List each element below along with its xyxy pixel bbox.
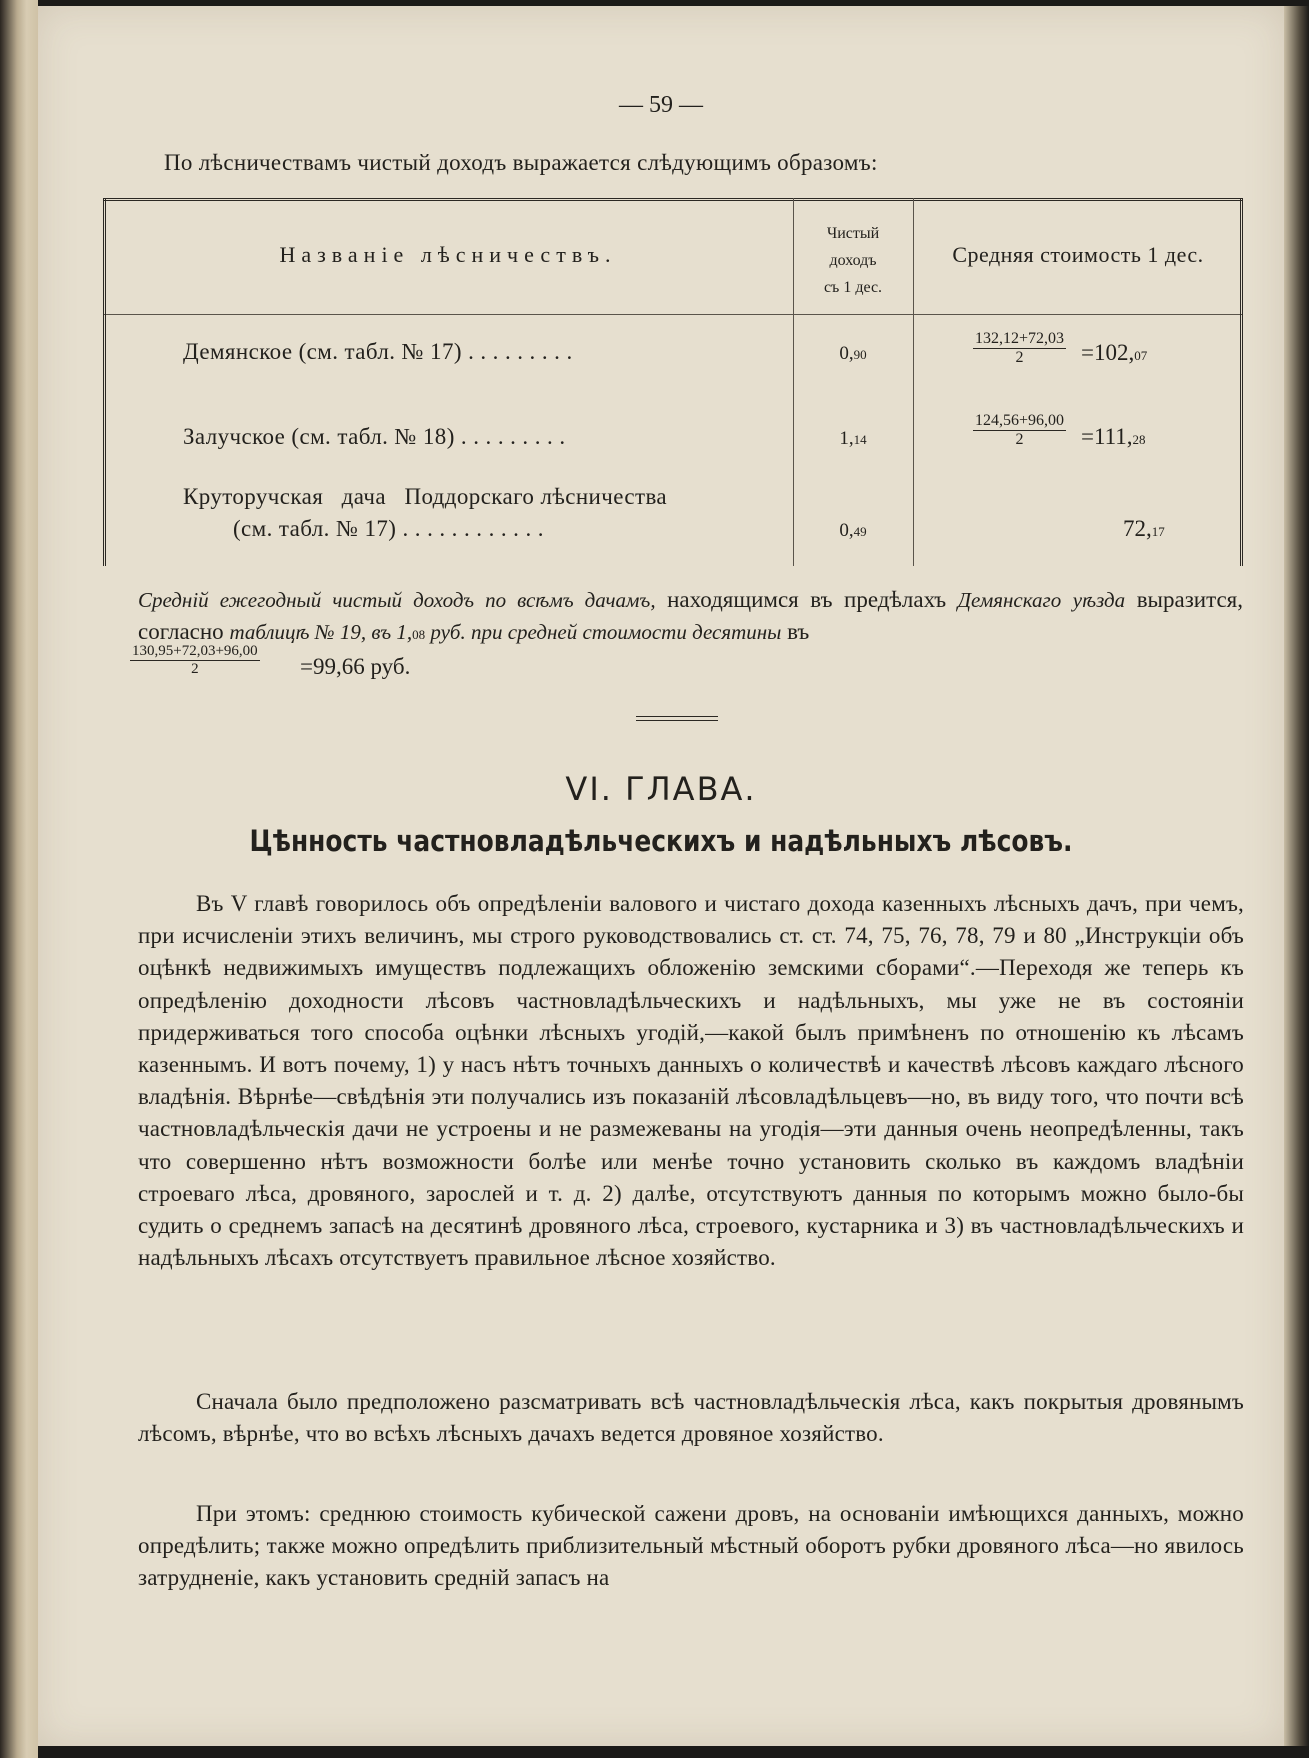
row-name-text: Залучское (см. табл. № 18) xyxy=(183,424,455,449)
income-frac: 49 xyxy=(853,524,867,539)
intro-line: По лѣсничествамъ чистый доходъ выражается слѣдующимъ образомъ: xyxy=(164,150,878,175)
forestry-table xyxy=(103,198,1243,566)
fraction-denominator: 2 xyxy=(1015,349,1024,366)
summary-text: въ xyxy=(781,619,810,644)
italic-text: уѣзда xyxy=(1072,588,1126,612)
income-frac: 90 xyxy=(853,347,867,362)
income-frac: 14 xyxy=(853,432,867,447)
chapter-subtitle: Цѣнность частновладѣльческихъ и надѣльныхъ лѣсовъ. xyxy=(249,824,1073,858)
summary-text: выразится, согласно xyxy=(138,587,1243,644)
cost-fraction xyxy=(973,330,1066,367)
cost-result xyxy=(1123,516,1165,542)
fraction-denominator: 2 xyxy=(191,661,199,677)
body-paragraph xyxy=(138,888,1244,1274)
table-header-rule xyxy=(103,314,1243,315)
result-frac: 28 xyxy=(1132,432,1146,447)
book-page xyxy=(38,6,1284,1746)
summary-paragraph xyxy=(138,584,1243,651)
fraction-numerator: 130,95+72,03+96,00 xyxy=(132,643,258,659)
row-income xyxy=(793,428,913,450)
income-int: 0, xyxy=(839,343,854,364)
italic-text: руб. при средней стоимости десятины xyxy=(425,620,782,644)
paragraph-text: При этомъ: среднюю стоимость кубической сажени дровъ, на основаніи имѣющихся данныхъ, можно опредѣлить; также можно опредѣлить приблизительный мѣстный оборотъ рубки дровяного лѣса—но явилось затрудненіе, какъ установить средній запасъ на xyxy=(138,1501,1244,1591)
section-separator xyxy=(636,716,718,724)
header-income-line: съ 1 дес. xyxy=(823,279,883,296)
result-int: 72, xyxy=(1123,516,1152,541)
row-income xyxy=(793,520,913,542)
leader-dots: . . . . . . . . . xyxy=(460,424,566,449)
income-int: 1, xyxy=(839,428,854,449)
header-income-line: Чистый xyxy=(826,225,880,242)
paragraph-text: Въ V главѣ говорилось объ опредѣленіи валового и чистаго дохода казенныхъ лѣсныхъ дачъ, при чемъ, при исчисленіи этихъ величинъ, мы строго руководствовались ст. ст. 74, 75, 76, 78, 79 и 80 „Инструкціи объ оцѣнкѣ недвижимыхъ имуществъ подлежащихъ обложенію земскими сборами“.—Переходя же теперь къ опредѣленію доходности лѣсовъ частновладѣльческихъ и надѣльныхъ, мы уже не въ состояніи придерживаться того способа оцѣнки лѣсныхъ угодій,—какой былъ примѣненъ по отношенію къ лѣсамъ казеннымъ. И вотъ почему, 1) у насъ нѣтъ точныхъ данныхъ о количествѣ и качествѣ лѣсовъ каждаго лѣсного владѣнія. Вѣрнѣе—свѣдѣнія эти получались изъ показаній лѣсовладѣльцевъ—но, въ виду того, что почти всѣ частновладѣльческія дачи не устроены и не размежеваны на угодія—эти данныя очень неопредѣленны, такъ что совершенно нѣтъ возможности болѣе или менѣе точно установить сколько въ каждомъ владѣніи строеваго лѣса, дровяного, зарослей и т. д. 2) далѣе, отсутствуютъ данныя по которымъ можно было-бы судить о среднемъ запасѣ на десятинѣ дровяного лѣса, строевого, кустарника и 3) въ частновладѣльческихъ и надѣльныхъ лѣсахъ отсутствуетъ правильное лѣсное хозяйство. xyxy=(138,891,1244,1271)
book-spine xyxy=(0,0,38,1758)
leader-dots: . . . . . . . . . . . . xyxy=(402,516,544,541)
page-number: — 59 — xyxy=(619,92,703,118)
table-top-rule xyxy=(103,198,1243,201)
italic-text: Средній ежегодный чистый доходъ по всѣмъ дачамъ, xyxy=(138,588,656,612)
italic-text: таблицѣ № 19, въ 1, xyxy=(229,620,413,644)
table-row-name: Круторучская дача Поддорскаго лѣсничества xyxy=(183,484,668,509)
paragraph-text: Сначала было предположено разсматривать всѣ частновладѣльческія лѣса, какъ покрытыя дровянымъ лѣсомъ, вѣрнѣе, что во всѣхъ лѣсныхъ дачахъ ведется дровяное хозяйство. xyxy=(138,1389,1244,1447)
fraction-numerator: 132,12+72,03 xyxy=(975,330,1065,347)
body-paragraph xyxy=(138,1498,1244,1595)
header-average-cost: Средняя стоимость 1 дес. xyxy=(952,242,1204,267)
row-name-text: Демянское (см. табл. № 17) xyxy=(183,339,462,364)
page-edge xyxy=(1284,6,1309,1746)
header-net-income xyxy=(793,220,913,301)
result-int: =111, xyxy=(1081,424,1133,449)
cost-result xyxy=(1081,340,1147,366)
fraction-numerator: 124,56+96,00 xyxy=(975,412,1065,429)
chapter-title: VI. ГЛАВА. xyxy=(565,770,757,808)
result-frac: 07 xyxy=(1134,348,1148,363)
summary-text: находящимся въ предѣлахъ xyxy=(655,587,958,612)
table-row-name xyxy=(183,339,573,365)
header-income-line: доходъ xyxy=(829,252,877,269)
header-forestry-name: Названіе лѣсничествъ. xyxy=(279,242,617,267)
summary-fraction xyxy=(130,643,260,678)
fraction-denominator: 2 xyxy=(1015,431,1024,448)
table-row-name xyxy=(233,516,544,542)
table-row-name xyxy=(183,424,565,450)
row-name-text: (см. табл. № 17) xyxy=(233,516,397,541)
summary-result: =99,66 руб. xyxy=(300,654,411,679)
body-paragraph xyxy=(138,1386,1244,1450)
result-int: =102, xyxy=(1081,340,1135,365)
cost-result xyxy=(1081,424,1146,450)
cost-fraction xyxy=(973,412,1066,449)
leader-dots: . . . . . . . . . xyxy=(468,339,573,364)
italic-text: Демянскаго xyxy=(957,588,1062,612)
row-income xyxy=(793,343,913,365)
result-frac: 17 xyxy=(1151,524,1165,539)
italic-text: 08 xyxy=(412,627,426,642)
income-int: 0, xyxy=(839,520,854,541)
